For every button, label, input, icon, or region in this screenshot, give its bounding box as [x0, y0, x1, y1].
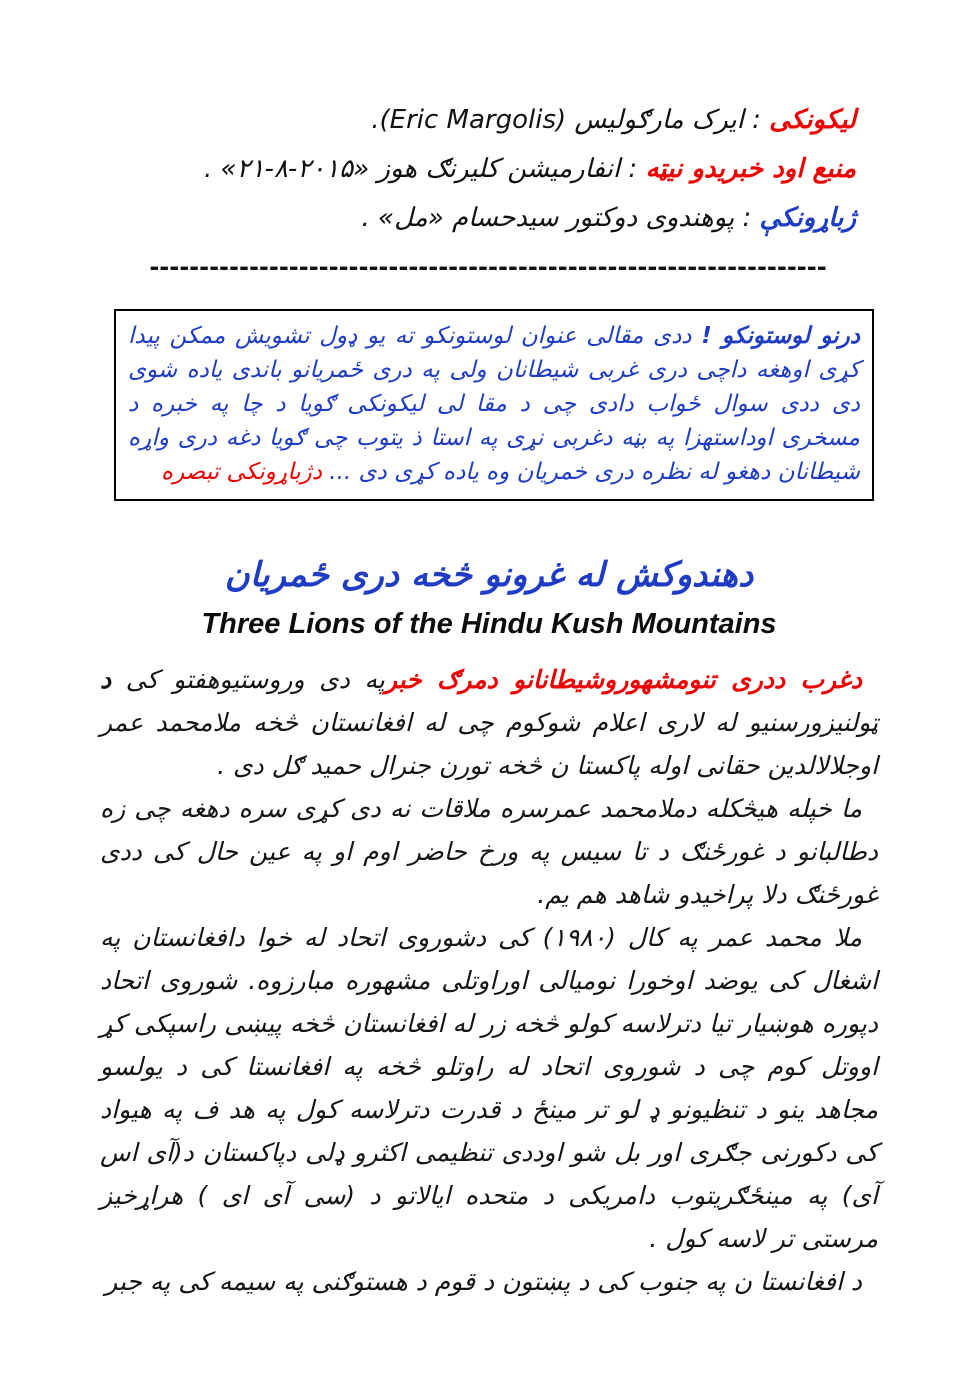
author-line: [120, 96, 856, 145]
body-paragraph-2: ما خپله هیڅکله دملامحمد عمرسره ملاقات نه دی کړی سره دهغه چی زه دطالبانو د غورځنګ د تا سیس په ورخ حاضر اوم او په عین حال کی ددی غورځنګ دلا پراخیدو شاهد هم یم.: [100, 793, 878, 909]
paragraph-1-bold-d: د: [100, 664, 112, 694]
author-label: لیکونکی: [769, 105, 856, 135]
article-title-pashto: دهندوکش له غرونو څخه دری ځمریان: [224, 555, 754, 595]
source-date-label: منبع اود خبریدو نیټه: [645, 154, 856, 184]
article-title-english: Three Lions of the Hindu Kush Mountains: [201, 608, 777, 641]
note-credit: دژباړونکی تبصره: [161, 459, 322, 485]
body-paragraph-3: ملا محمد عمر په کال (۱۹۸۰) کی دشوروی اتحاد له خوا دافغانستان په اشغال کی یوضد اوخورا نومیالی اوراوتلی مشهوره مبارزوه. شوروی اتحاد دپوره هوښیار تیا دترلاسه کولو څخه زر له افغانستان څخه پیښی راسپکی کړ اووتل کوم چی د شوروی اتحاد له راوتلو څخه په افغانستا کی د یولسو مجاهد ینو د تنظیونو ډ لو تر مینځ د قدرت دترلاسه کول په هد ف په هیواد کی دکورنی جګری اور بل شو اوددی تنظیمی اکثرو ډلی دپاکستان د(آی اس آی) په مینځګریتوب دامریکی د متحده ایالاتو د (سی آی ای ) هراړخیز مرستی تر لاسه کول .: [100, 922, 878, 1253]
paragraph-1-red-lead: دغرب ددری تنومشهوروشیطانانو دمرګ خبر: [384, 664, 862, 694]
translator-value: : پوهندوی دوکتور سیدحسام «مل» .: [361, 203, 760, 233]
translator-note-box: [114, 309, 874, 501]
body-paragraph-1: [100, 658, 878, 787]
source-date-line: [120, 145, 856, 194]
translator-line: [120, 194, 856, 243]
paragraph-1-mid: په دی وروستیوهفتو کی: [111, 664, 385, 694]
paragraph-1-rest: ټولنیزورسنیو له لاری اعلام شوکوم چی له افغانستان څخه ملامحمد عمر اوجلالالدین حقانی اوله پاکستا ن څخه تورن جنرال حمید ګل دی .: [100, 707, 878, 780]
document-header: [120, 96, 856, 281]
dashed-separator: --------------------------------------------------------------------: [149, 253, 827, 281]
article-body: [100, 658, 878, 1303]
author-value: : ایرک مارګولیس (Eric Margolis).: [371, 105, 770, 135]
translator-label: ژباړونکې: [759, 203, 856, 233]
note-lead: درنو لوستونکو !: [701, 323, 860, 349]
source-date-value: : انفارمیشن کلیرنګ هوز «۲۰۱۵-۸-۲۱» .: [203, 154, 646, 184]
note-body: ددی مقالی عنوان لوستونکو ته یو ډول تشویش ممکن پیدا کړی اوهغه داچی دری غربی شیطانان ولی په دری ځمریانو باندی یاده شوی دی ددی سوال ځواب دادی چی د مقا لی لیکونکی ګویا د چا په خبره د مسخری اوداستهزا په بڼه دغربی نړی په استا ذ یتوب چی ګویا دغه دری واړه شیطانان دهغو له نظره دری خمریان وه یاده کړی دی ...: [128, 323, 860, 485]
body-paragraph-4: د افغانستا ن په جنوب کی د پښتون د قوم د هستوګنی په سیمه کی په جبر: [105, 1266, 862, 1296]
